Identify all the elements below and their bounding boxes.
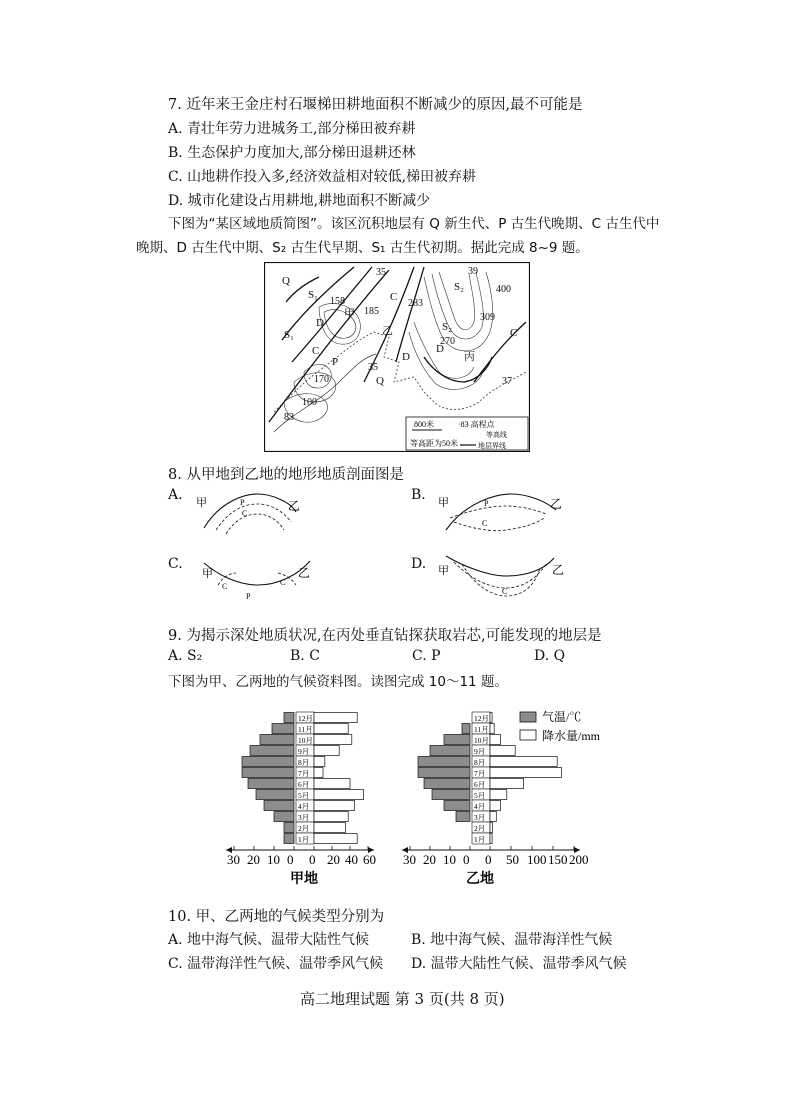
- month-label: 12月: [474, 714, 489, 723]
- elevation-37: 37: [502, 376, 512, 387]
- intro-10-11: 下图为甲、乙两地的气候资料图。读图完成 10～11 题。: [168, 674, 508, 690]
- precip-bar: [314, 757, 325, 767]
- precip-tick-label: 200: [569, 852, 589, 867]
- precip-bar: [314, 801, 355, 811]
- legend-scale: 800米: [414, 420, 434, 429]
- month-label: 4月: [474, 802, 486, 811]
- formation-d-2: D: [402, 351, 410, 363]
- q10-option-c[interactable]: C. 温带海洋性气候、温带季风气候: [168, 956, 384, 972]
- precip-tick-label: 100: [527, 852, 547, 867]
- temp-bar: [444, 735, 470, 745]
- formation-s2-1: S₂: [442, 321, 452, 333]
- precip-tick-label: 40: [345, 852, 358, 867]
- q8c-jia: 甲: [202, 568, 213, 580]
- q8b-jia: 甲: [438, 497, 449, 509]
- elevation-83: 83: [284, 412, 294, 423]
- elevation-270: 270: [440, 336, 455, 347]
- elevation-39: 39: [468, 266, 478, 277]
- precip-bar: [314, 779, 350, 789]
- precip-bar: [490, 812, 496, 822]
- precip-bar: [490, 790, 507, 800]
- q7-option-b[interactable]: B. 生态保护力度加大,部分梯田退耕还林: [168, 145, 416, 161]
- temp-bar: [432, 790, 470, 800]
- temp-bar: [462, 724, 470, 734]
- elevation-185: 185: [364, 306, 379, 317]
- legend-temp-swatch: [520, 712, 536, 722]
- q8-stem: 8. 从甲地到乙地的地形地质剖面图是: [168, 467, 404, 483]
- formation-d-1: D: [316, 317, 324, 329]
- precip-tick-label: 50: [506, 852, 519, 867]
- temp-bar: [418, 768, 470, 778]
- temp-tick-label: 30: [403, 852, 416, 867]
- chart-title: 甲地: [290, 872, 318, 887]
- precip-tick-label: 0: [309, 852, 316, 867]
- q8-option-b-profile[interactable]: [436, 490, 566, 535]
- q8-option-d-profile[interactable]: [436, 550, 566, 600]
- precip-bar: [490, 823, 493, 833]
- month-label: 4月: [298, 802, 310, 811]
- q8a-yi: 乙: [288, 499, 301, 513]
- month-label: 8月: [298, 758, 310, 767]
- precip-bar: [490, 746, 515, 756]
- q8c-yi: 乙: [298, 566, 311, 580]
- elevation-170: 170: [314, 374, 329, 385]
- precip-tick-label: 60: [363, 852, 376, 867]
- q9-option-a[interactable]: A. S₂: [168, 648, 203, 664]
- month-label: 6月: [474, 780, 486, 789]
- temp-bar: [264, 801, 294, 811]
- q8a-c: C: [242, 509, 248, 518]
- precip-bar: [490, 779, 524, 789]
- q8a-jia: 甲: [196, 497, 207, 509]
- q10-option-b[interactable]: B. 地中海气候、温带海洋性气候: [411, 932, 613, 948]
- formation-s2-2: S₂: [454, 281, 464, 293]
- temp-bar: [242, 757, 294, 767]
- climate-charts: [210, 700, 600, 895]
- temp-bar: [274, 812, 294, 822]
- q8b-c: C: [482, 519, 488, 528]
- legend-contour-interval: 等高距为50米: [410, 439, 458, 448]
- temp-bar: [248, 779, 294, 789]
- geology-map: [264, 262, 530, 452]
- temp-tick-label: 0: [463, 852, 470, 867]
- q8d-yi: 乙: [552, 563, 565, 577]
- precip-bar: [314, 834, 357, 844]
- intro-8-9-line1: 下图为“某区域地质简图”。该区沉积地层有 Q 新生代、P 古生代晚期、C 古生代中: [168, 216, 660, 232]
- formation-c-2: C: [390, 291, 398, 303]
- precip-bar: [314, 823, 346, 833]
- temp-tick-label: 20: [423, 852, 436, 867]
- precip-bar: [490, 735, 501, 745]
- precip-bar: [314, 735, 352, 745]
- elevation-309: 309: [480, 312, 495, 323]
- legend-point: ·83 高程点: [458, 420, 495, 429]
- q8c-p: P: [246, 592, 251, 601]
- elevation-35-top: 35: [376, 267, 386, 278]
- precip-bar: [490, 768, 561, 778]
- month-label: 11月: [474, 725, 489, 734]
- q8-option-c-letter[interactable]: C.: [168, 556, 183, 572]
- q7-option-c[interactable]: C. 山地耕作投入多,经济效益相对较低,梯田被弃耕: [168, 169, 477, 185]
- formation-q-1: Q: [282, 275, 290, 287]
- q10-stem: 10. 甲、乙两地的气候类型分别为: [168, 909, 385, 925]
- temp-tick-label: 0: [287, 852, 294, 867]
- q10-option-d[interactable]: D. 温带大陆性气候、温带季风气候: [411, 956, 627, 972]
- q9-option-c[interactable]: C. P: [412, 648, 441, 664]
- legend-contour: 等高线: [486, 431, 507, 439]
- month-label: 9月: [474, 747, 486, 756]
- q8d-jia: 甲: [438, 565, 449, 577]
- month-label: 8月: [474, 758, 486, 767]
- temp-bar: [456, 812, 470, 822]
- month-label: 9月: [298, 747, 310, 756]
- elevation-100: 100: [302, 397, 317, 408]
- month-label: 7月: [474, 769, 486, 778]
- temp-bar: [250, 746, 294, 756]
- temp-bar: [418, 757, 470, 767]
- chart-title: 乙地: [466, 872, 494, 887]
- precip-bar: [314, 790, 364, 800]
- precip-bar: [314, 724, 348, 734]
- q8-option-c-profile[interactable]: [198, 555, 318, 605]
- q9-option-d[interactable]: D. Q: [534, 648, 566, 664]
- formation-c-1: C: [312, 345, 320, 357]
- month-label: 11月: [298, 725, 313, 734]
- month-label: 10月: [474, 736, 489, 745]
- temp-tick-label: 20: [247, 852, 260, 867]
- formation-p: P: [332, 356, 339, 368]
- q8c-c2: C: [280, 578, 286, 587]
- temp-bar: [272, 724, 294, 734]
- legend-precip-swatch: [520, 730, 536, 740]
- precip-bar: [490, 757, 557, 767]
- formation-c-3: C: [510, 327, 518, 339]
- month-label: 5月: [298, 791, 310, 800]
- temp-bar: [284, 713, 294, 723]
- label-yi: 乙: [382, 325, 393, 337]
- formation-s1-1: S₁: [308, 289, 318, 301]
- precip-bar: [314, 746, 339, 756]
- month-label: 1月: [474, 835, 486, 844]
- month-label: 12月: [298, 714, 313, 723]
- month-label: 3月: [474, 813, 486, 822]
- page-footer: 高二地理试题 第 3 页(共 8 页): [300, 990, 505, 1008]
- legend-precip-label: 降水量/mm: [542, 729, 600, 743]
- temp-bar: [284, 834, 294, 844]
- legend-temp-label: 气温/℃: [542, 710, 582, 724]
- intro-8-9-line2: 晚期、D 古生代中期、S₂ 古生代早期、S₁ 古生代初期。据此完成 8~9 题。: [136, 240, 589, 256]
- temp-bar: [260, 735, 294, 745]
- label-bing: 丙: [464, 351, 475, 363]
- elevation-283: 283: [408, 298, 423, 309]
- month-label: 10月: [298, 736, 313, 745]
- month-label: 7月: [298, 769, 310, 778]
- q8-option-d-letter[interactable]: D.: [411, 556, 427, 572]
- month-label: 5月: [474, 791, 486, 800]
- precip-tick-label: 0: [485, 852, 492, 867]
- q8c-c1: C: [222, 582, 228, 591]
- precip-bar: [490, 801, 501, 811]
- temp-bar: [444, 801, 470, 811]
- q8-option-a-profile[interactable]: [196, 490, 316, 535]
- chart-jia: [226, 712, 376, 887]
- q9-option-b[interactable]: B. C: [290, 648, 320, 664]
- temp-bar: [284, 823, 294, 833]
- formation-q-2: Q: [376, 375, 384, 387]
- q7-option-a[interactable]: A. 青壮年劳力进城务工,部分梯田被弃耕: [168, 121, 416, 137]
- q10-option-a[interactable]: A. 地中海气候、温带大陆性气候: [168, 932, 370, 948]
- precip-tick-label: 150: [548, 852, 568, 867]
- precip-bar: [490, 713, 492, 723]
- temp-bar: [242, 768, 294, 778]
- month-label: 6月: [298, 780, 310, 789]
- precip-bar: [314, 713, 357, 723]
- q8d-c: C: [502, 587, 508, 596]
- precip-bar: [490, 834, 492, 844]
- legend-boundary: 地层界线: [478, 442, 506, 450]
- elevation-35-mid: 35: [368, 362, 378, 373]
- temp-tick-label: 30: [227, 852, 240, 867]
- q8b-p: P: [484, 499, 489, 508]
- precip-bar: [490, 724, 494, 734]
- precip-tick-label: 20: [327, 852, 340, 867]
- month-label: 2月: [298, 824, 310, 833]
- q8-option-b-letter[interactable]: B.: [411, 487, 426, 503]
- precip-bar: [314, 768, 323, 778]
- formation-s1-2: S₁: [284, 329, 294, 341]
- q9-stem: 9. 为揭示深处地质状况,在丙处垂直钻探获取岩芯,可能发现的地层是: [168, 628, 602, 644]
- elevation-400: 400: [496, 284, 511, 295]
- temp-bar: [430, 746, 470, 756]
- precip-bar: [314, 812, 348, 822]
- label-jia: 甲: [344, 308, 355, 320]
- q7-stem: 7. 近年来王金庄村石堰梯田耕地面积不断减少的原因,最不可能是: [168, 97, 583, 113]
- month-label: 1月: [298, 835, 310, 844]
- temp-tick-label: 10: [443, 852, 456, 867]
- q8a-p: P: [240, 498, 245, 507]
- month-label: 3月: [298, 813, 310, 822]
- q8b-yi: 乙: [550, 497, 563, 511]
- temp-bar: [256, 790, 294, 800]
- formation-d-3: D: [436, 343, 444, 355]
- temp-bar: [424, 779, 470, 789]
- q7-option-d[interactable]: D. 城市化建设占用耕地,耕地面积不断减少: [168, 193, 431, 209]
- q8-option-a-letter[interactable]: A.: [168, 487, 183, 503]
- month-label: 2月: [474, 824, 486, 833]
- elevation-158: 158: [330, 296, 345, 307]
- temp-tick-label: 10: [267, 852, 280, 867]
